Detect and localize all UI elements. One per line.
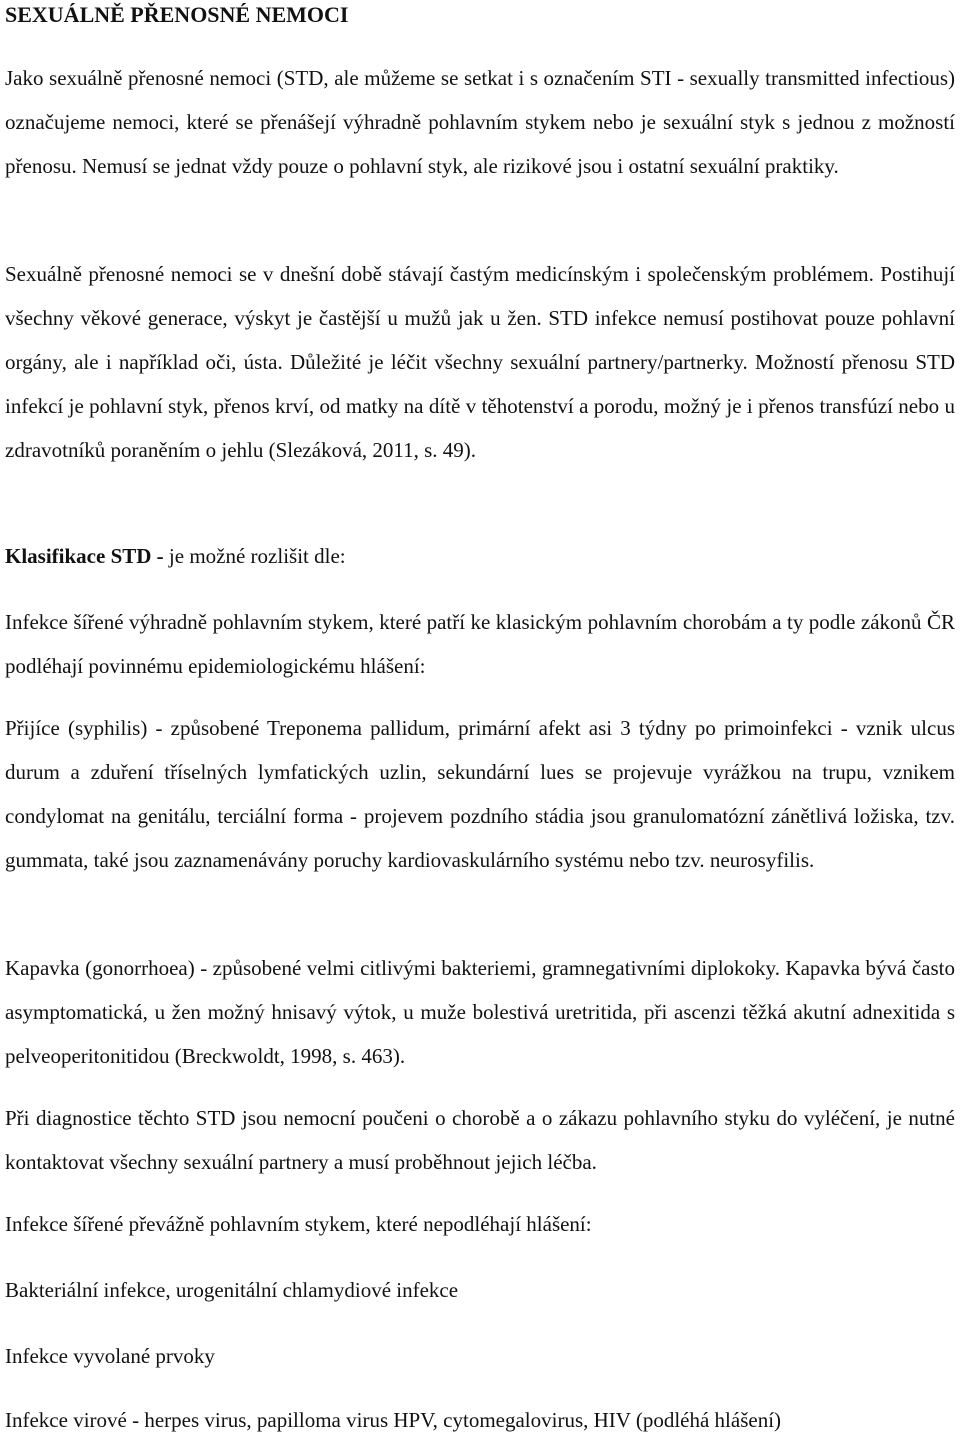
reportable-infections-paragraph: Infekce šířené výhradně pohlavním stykem, které patří ke klasickým pohlavním chorobám a ty podle zákonů ČR podléhají povinnému epidemiologickému hlášení: (5, 610, 955, 678)
page-title: SEXUÁLNĚ PŘENOSNÉ NEMOCI (5, 2, 349, 27)
viral-infections-item: Infekce virové - herpes virus, papilloma virus HPV, cytomegalovirus, HIV (podléhá hlášení) (5, 1408, 782, 1432)
diagnosis-paragraph: Při diagnostice těchto STD jsou nemocní poučeni o chorobě a o zákazu pohlavního styku do vyléčení, je nutné kontaktovat všechny sexuální partnery a musí proběhnout jejich léčba. (5, 1106, 955, 1174)
intro-paragraph: Jako sexuálně přenosné nemoci (STD, ale můžeme se setkat i s označením STI - sexually transmitted infectious) označujeme nemoci, které se přenášejí výhradně pohlavním stykem nebo je sexuální styk s jednou z možností přenosu. Nemusí se jednat vždy pouze o pohlavní styk, ale rizikové jsou i ostatní sexuální praktiky. (5, 66, 955, 178)
bacterial-infections-item: Bakteriální infekce, urogenitální chlamydiové infekce (5, 1278, 459, 1302)
classification-label: Klasifikace STD - (5, 544, 164, 568)
nonreportable-infections-paragraph: Infekce šířené převážně pohlavním stykem, které nepodléhají hlášení: (5, 1212, 592, 1236)
syphilis-paragraph: Přijíce (syphilis) - způsobené Treponema pallidum, primární afekt asi 3 týdny po primoinfekci - vznik ulcus durum a zduření tříselných lymfatických uzlin, sekundární lues se projevuje vyrážkou na trupu, vznikem condylomat na genitálu, terciální forma - projevem pozdního stádia jsou granulomatózní zánětlivá ložiska, tzv. gummata, také jsou zaznamenávány poruchy kardiovaskulárního systému nebo tzv. neurosyfilis. (5, 716, 955, 872)
classification-paragraph (5, 534, 955, 578)
protozoal-infections-item: Infekce vyvolané prvoky (5, 1344, 215, 1368)
classification-text: je možné rozlišit dle: (163, 544, 346, 568)
problem-paragraph: Sexuálně přenosné nemoci se v dnešní době stávají častým medicínským i společenským problémem. Postihují všechny věkové generace, výskyt je častější u mužů jak u žen. STD infekce nemusí postihovat pouze pohlavní orgány, ale i například oči, ústa. Důležité je léčit všechny sexuální partnery/partnerky. Možností přenosu STD infekcí je pohlavní styk, přenos krví, od matky na dítě v těhotenství a porodu, možný je i přenos transfúzí nebo u zdravotníků poraněním o jehlu (Slezáková, 2011, s. 49). (5, 262, 955, 462)
gonorrhoea-paragraph: Kapavka (gonorrhoea) - způsobené velmi citlivými bakteriemi, gramnegativními diplokoky. Kapavka bývá často asymptomatická, u žen možný hnisavý výtok, u muže bolestivá uretritida, při ascenzi těžká akutní adnexitida s pelveoperitonitidou (Breckwoldt, 1998, s. 463). (5, 956, 955, 1068)
